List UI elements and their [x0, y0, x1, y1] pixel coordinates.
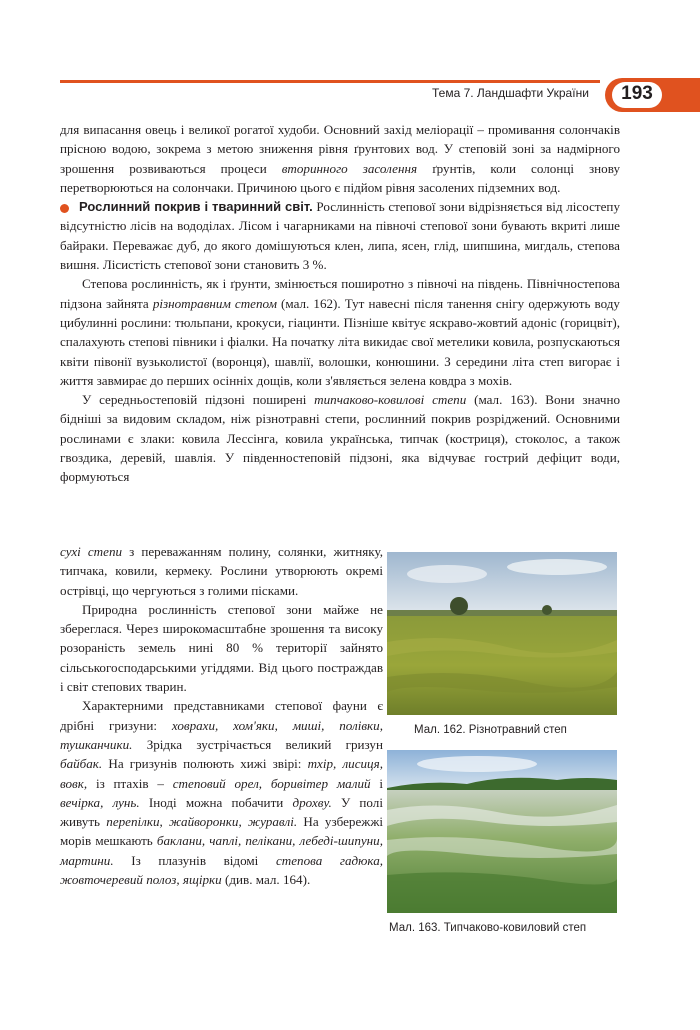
steppe-photo-163	[387, 750, 617, 913]
steppe-photo-162	[387, 552, 617, 715]
text-block-top	[60, 120, 620, 487]
photo-feather-grass-steppe	[387, 750, 617, 913]
photo-mixed-grass-steppe	[387, 552, 617, 715]
paragraph-north-steppe: Степова рослинність, як і ґрунти, змінюється поширотно з півночі на південь. Північностепова підзона зайнята різнотравним степом (мал. 162). Тут навесні після танення снігу одержують воду цибулинні рослини: тюльпани, крокуси, гіацинти. Пізніше квітує яскраво-жовтий адоніс (горицвіт), спалахують степові півники і фіалки. На початку літа викидає свої метелики ковила, розпускаються квіти півонії вузьколистої (воронця), шавлії, волошки, конюшини. З середини літа степ вигорає і життя завмирає до перших осінніх дощів, коли з'являється зелена ковдра з мохів.	[60, 276, 620, 388]
paragraph-dry-steppe: сухі степи з переважанням полину, солянки, житняку, типчака, ковили, кермеку. Рослини утворюють окремі острівці, що чергуються з голими пісками.	[60, 544, 383, 598]
figure-caption-162: Мал. 162. Різнотравний степ	[414, 724, 567, 736]
figure-caption-163: Мал. 163. Типчаково-ковиловий степ	[389, 922, 587, 934]
paragraph-natural-vegetation: Природна рослинність степової зони майже не збереглася. Через широкомасштабне зрошення та високу розораність земель нині 80 % території зайнято сільськогосподарськими угіддями. Від цього постраждав і світ степових тварин.	[60, 601, 383, 695]
section-heading: Рослинний покрив і тваринний світ.	[79, 199, 313, 215]
text-block-narrow	[60, 542, 383, 889]
paragraph-salinization: для випасання овець і великої рогатої худоби. Основний захід меліорації – промивання солончаків прісною водою, зокрема з метою зниження рівня ґрунтових вод. У степовій зоні за надмірного зрошення розвиваються процеси вторинного засолення ґрунтів, коли солонці знову перетворюються на солончаки. Причиною цього є підйом рівня засолених підземних вод.	[60, 122, 620, 195]
paragraph-middle-steppe: У середньостеповій підзоні поширені типчаково-ковилові степи (мал. 163). Вони значно бідніші за видовим складом, ніж різнотравні степи, рослинний покрив розріджений. Основними рослинами є злаки: ковила Лессінга, ковила українська, типчак (костриця), стоколос, а також гвоздика, деревій, шавлія. У південностеповій підзоні, яка відчуває гострий дефіцит води, формуються	[60, 392, 620, 485]
page-number: 193	[621, 83, 653, 104]
header-rule	[60, 80, 600, 83]
chapter-title: Тема 7. Ландшафти України	[432, 86, 589, 100]
paragraph-vegetation-intro: Рослинний покрив і тваринний світ. Рослинність степової зони відрізняється від лісостепу відсутністю лісів на вододілах. Лісом і чагарниками на півночі степової зони бувають вкриті лише байраки. Переважає дуб, до якого домішуються клен, липа, ясен, глід, шипшина, мигдаль, степова вишня. Лісистість степової зони становить 3 %.	[60, 199, 620, 273]
paragraph-fauna: Характерними представниками степової фауни є дрібні гризуни: ховрахи, хом'яки, миші, полівки, тушканчики. Зрідка зустрічається великий гризун байбак. На гризунів полюють хижі звірі: тхір, лисиця, вовк, із птахів – степовий орел, боривітер малий і вечірка, лунь. Іноді можна побачити дрохву. У полі живуть перепілки, жайворонки, журавлі. На узбережжі морів мешкають баклани, чаплі, пелікани, лебеді-шипуни, мартини. Із плазунів відомі степова гадюка, жовточеревий полоз, ящірки (див. мал. 164).	[60, 698, 384, 888]
section-bullet-icon	[60, 204, 69, 213]
